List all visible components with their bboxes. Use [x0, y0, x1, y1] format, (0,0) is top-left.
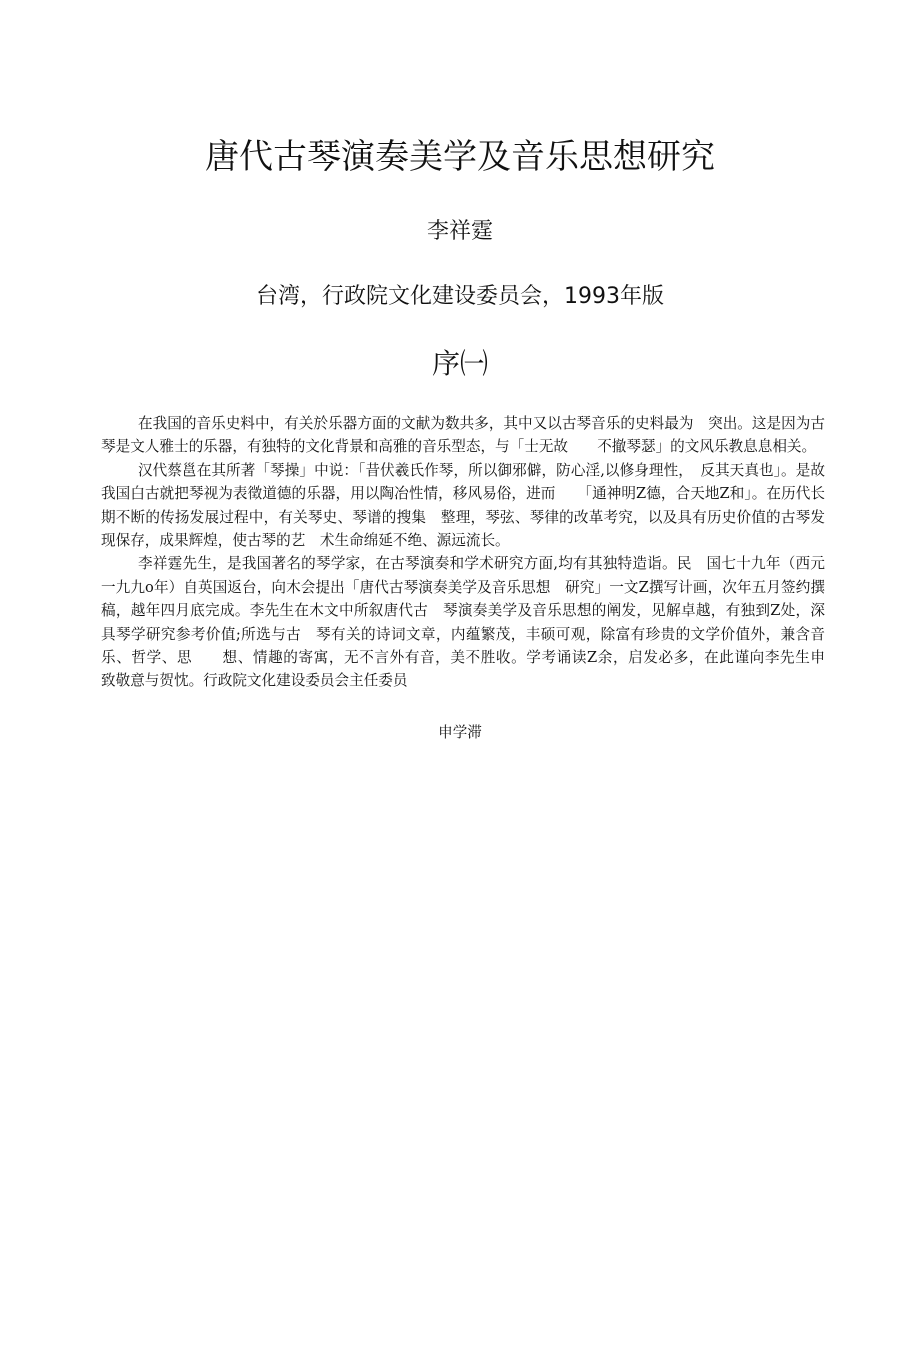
- paragraph: 李祥霆先生，是我国著名的琴学家，在古琴演奏和学术研究方面,均有其独特造诣。民 国七十九年（西元一九九o年）自英国返台，向木会提出「唐代古琴演奏美学及音乐思想 研究」一文Z撰写计画，次年五月签约撰稿，越年四月底完成。李先生在木文中所叙唐代古 琴演奏美学及音乐思想的阐发，见解卓越，有独到Z处，深具琴学研究参考价值;所选与古 琴有关的诗词文章，内蕴繁茂，丰硕可观，除富有珍贵的文学价值外，兼含音乐、哲学、思 想、情趣的寄寓，无不言外有音，美不胜收。学考诵读Z余，启发必多，在此谨向李先生申 致敬意与贺忱。行政院文化建设委员会主任委员: [101, 555, 840, 690]
- paragraph: 汉代蔡邕在其所著「琴操」中说：「昔伏羲氏作琴，所以御邪僻，防心淫,以修身理性， 反其天真也」。是故我国白古就把琴视为表徵道德的乐器，用以陶冶性情，移风易俗，进而 「通神明Z德，合天地Z和」。在历代长期不断的传扬发展过程中，有关琴史、琴谱的搜集 整理，琴弦、琴律的改革考究，以及具有历史价值的古琴发现保存，成果辉煌，使古琴的艺 术生命绵延不绝、源远流长。: [101, 461, 825, 550]
- author-name: 李祥霆: [426, 219, 493, 244]
- preface-heading: 序㈠: [431, 347, 488, 380]
- preface-body: [101, 412, 840, 693]
- document-title: 唐代古琴演奏美学及音乐思想研究: [205, 137, 715, 177]
- paragraph: 在我国的音乐史料中，有关於乐器方面的文献为数共多，其中又以古琴音乐的史料最为 突出。这是因为古琴是文人雅士的乐器，有独特的文化背景和高雅的音乐型态，与「士无故 不撤琴瑟」的文风乐教息息相关。: [101, 415, 825, 456]
- signature: 申学滞: [438, 724, 482, 741]
- publisher-line: 台湾，行政院文化建设委员会，1993年版: [256, 284, 664, 309]
